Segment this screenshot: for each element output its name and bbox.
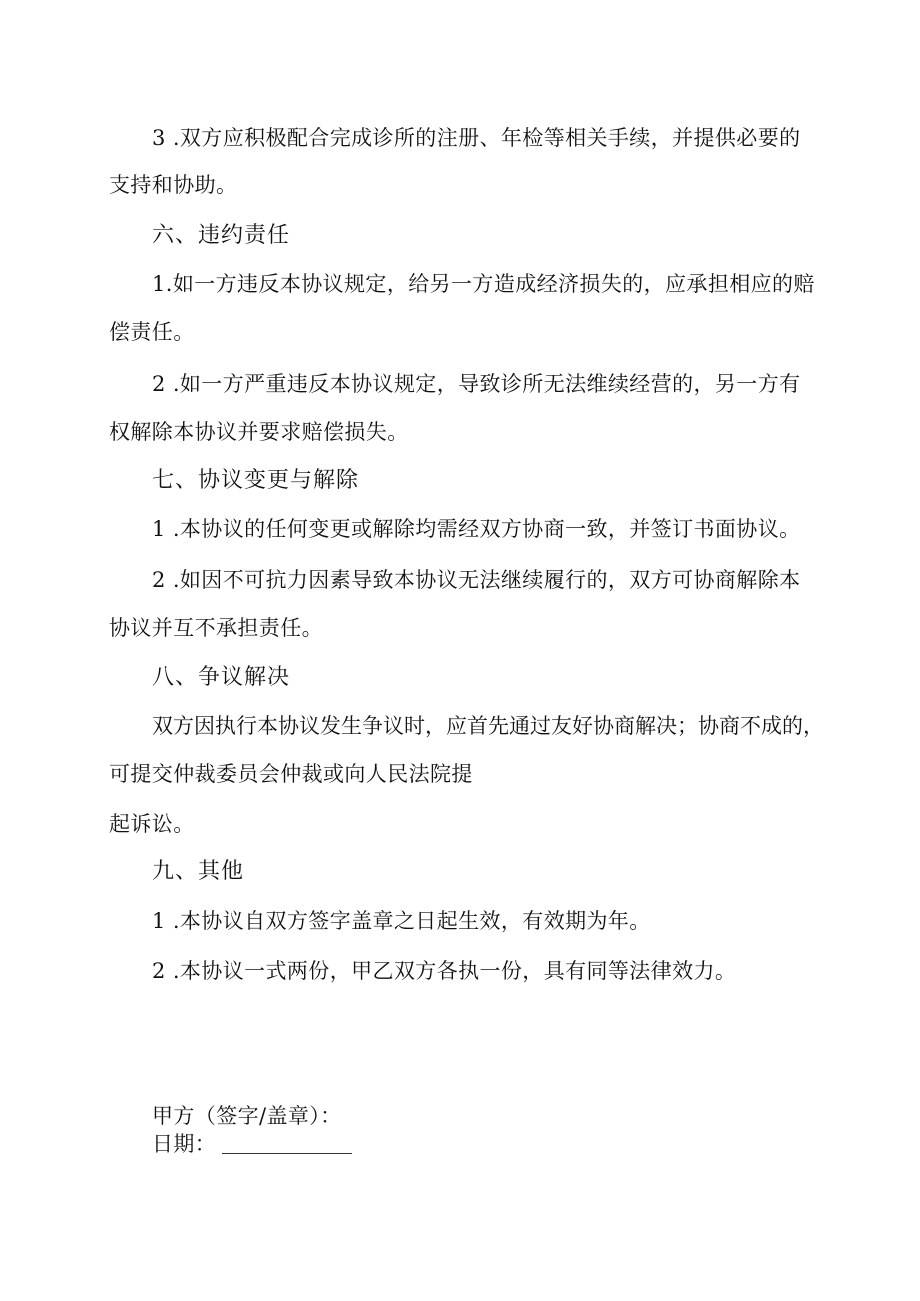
clause-7-2-line-1: 2 .如因不可抗力因素导致本协议无法继续履行的，双方可协商解除本 (152, 568, 801, 592)
clause-5-3-line-1: 3 .双方应积极配合完成诊所的注册、年检等相关手续，并提供必要的 (152, 126, 801, 150)
clause-6-2-line-1: 2 .如一方严重违反本协议规定，导致诊所无法维续经营的，另一方有 (152, 372, 801, 396)
section-8-heading: 八、争议解决 (152, 665, 291, 690)
clause-7-2-line-2: 协议并互不承担责任。 (109, 616, 323, 640)
clause-7-1-line-1: 1 .本协议的任何变更或解除均需经双方协商一致，并签订书面协议。 (152, 517, 801, 541)
clause-8-line-3: 起诉讼。 (109, 812, 195, 836)
clause-6-1-line-2: 偿责任。 (109, 320, 195, 344)
clause-6-2-line-2: 权解除本协议并要求赔偿损失。 (109, 420, 409, 444)
clause-6-1-line-1: 1.如一方违反本协议规定，给另一方造成经济损失的，应承担相应的赔 (152, 272, 815, 296)
date-blank-line (222, 1153, 352, 1154)
clause-8-line-1: 双方因执行本协议发生争议时，应首先通过友好协商解决；协商不成的， (152, 714, 824, 738)
section-9-heading: 九、其他 (152, 859, 245, 884)
clause-5-3-line-2: 支持和协助。 (109, 173, 238, 197)
clause-9-1-line-1: 1 .本协议自双方签字盖章之日起生效，有效期为年。 (152, 909, 651, 933)
clause-8-line-2: 可提交仲裁委员会仲裁或向人民法院提 (109, 762, 473, 786)
clause-9-2-line-1: 2 .本协议一式两份，甲乙双方各执一份，具有同等法律效力。 (152, 959, 737, 983)
party-a-signature-label: 甲方（签字/盖章）： (152, 1104, 342, 1128)
date-label: 日期： (152, 1132, 217, 1156)
section-6-heading: 六、违约责任 (152, 223, 291, 248)
section-7-heading: 七、协议变更与解除 (152, 468, 360, 493)
